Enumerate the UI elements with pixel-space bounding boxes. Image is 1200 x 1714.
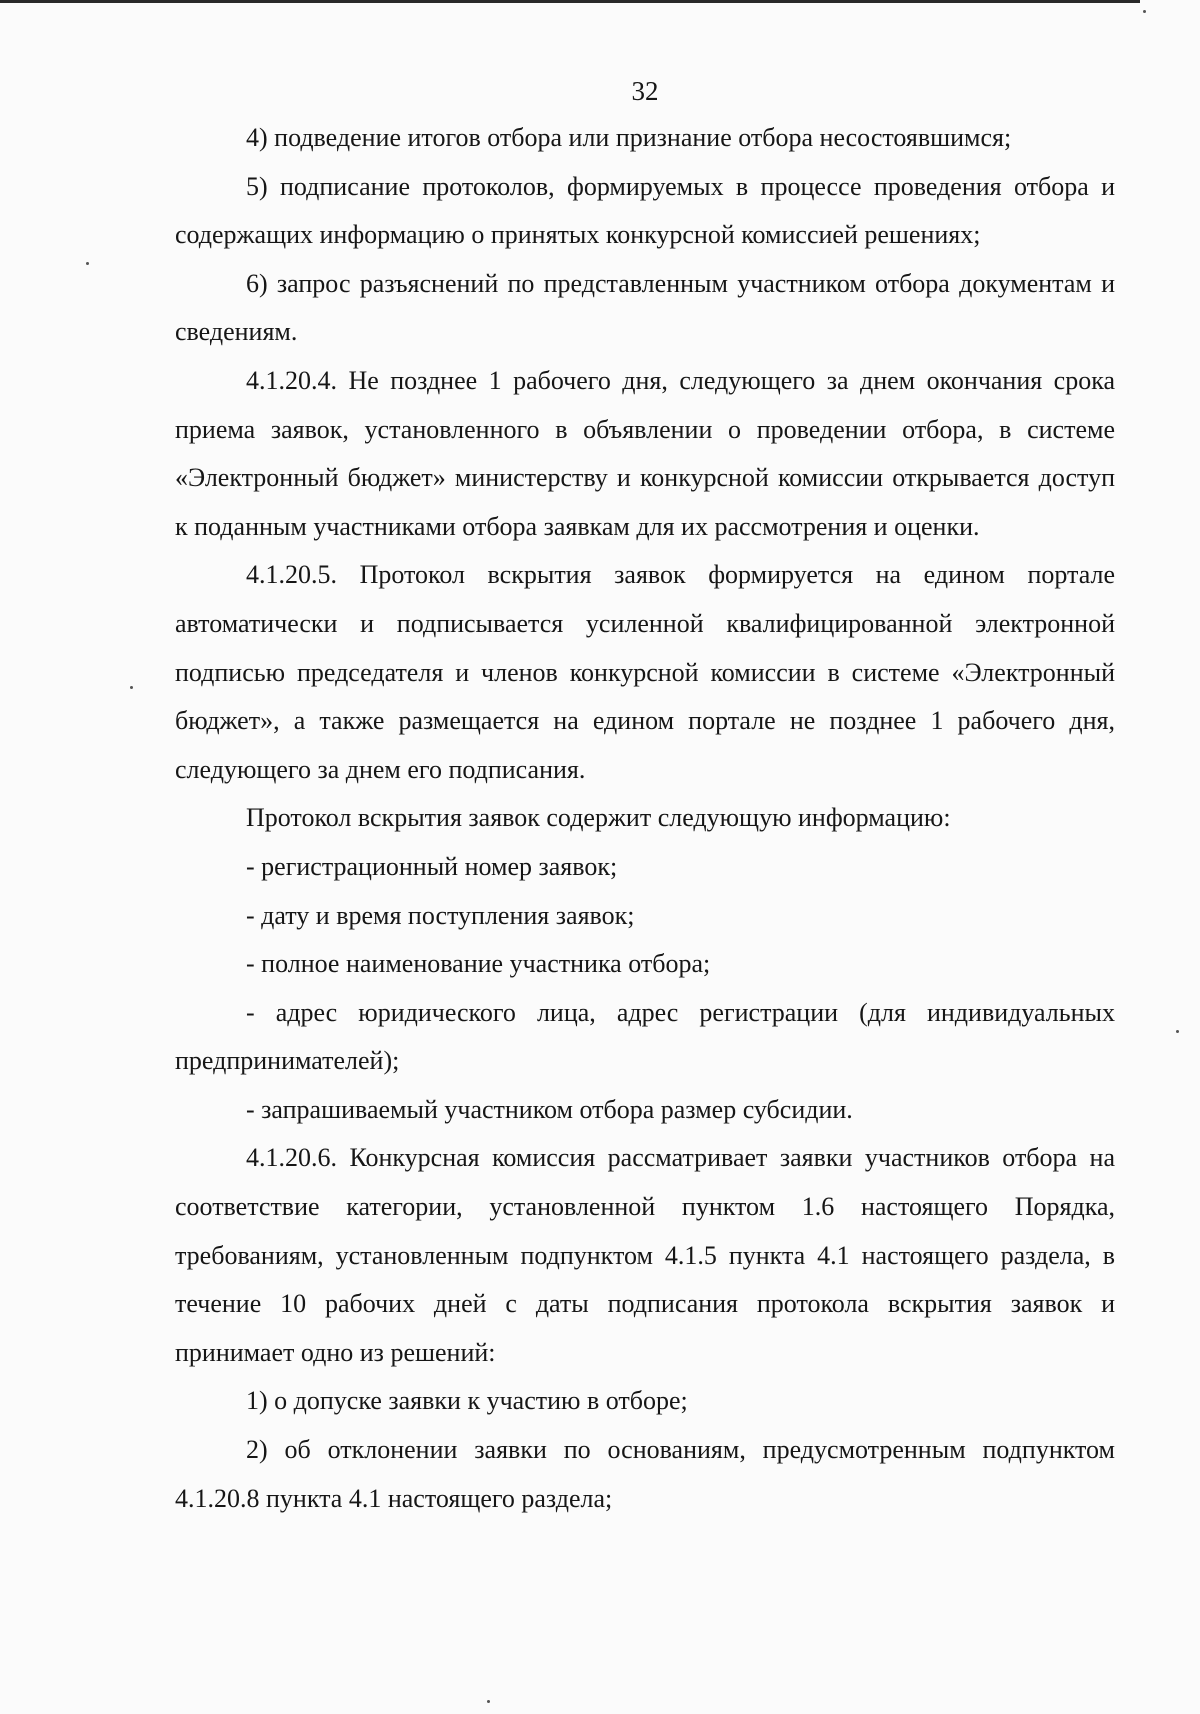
paragraph-item-4: 4) подведение итогов отбора или признание отбора несостоявшимся; bbox=[246, 123, 1012, 152]
paragraph-item-5: 5) подписание протоколов, формируемых в процессе проведения отбора и содержащих информацию о принятых конкурсной комиссией решениях; bbox=[175, 171, 1115, 250]
scan-speck bbox=[1143, 10, 1146, 13]
list-item-subsidy-amount: - запрашиваемый участником отбора размер субсидии. bbox=[246, 1094, 853, 1124]
paragraph-item-6: 6) запрос разъяснений по представленным участником отбора документам и сведениям. bbox=[175, 268, 1115, 347]
list-item-date-time: - дату и время поступления заявок; bbox=[246, 900, 635, 930]
top-scan-border bbox=[0, 0, 1140, 3]
paragraph-protocol-info: Протокол вскрытия заявок содержит следующую информацию: bbox=[246, 803, 951, 833]
paragraph-4-1-20-5: 4.1.20.5. Протокол вскрытия заявок формируется на едином портале автоматически и подписывается усиленной квалифицированной электронной подписью председателя и членов конкурсной комиссии в системе «Электронный бюджет», а также размещается на едином портале не позднее 1 рабочего дня, следующего за днем его подписания. bbox=[175, 560, 1115, 784]
scan-speck bbox=[130, 686, 133, 689]
paragraph-4-1-20-4: 4.1.20.4. Не позднее 1 рабочего дня, следующего за днем окончания срока приема заявок, установленного в объявлении о проведении отбора, в системе «Электронный бюджет» министерству и конкурсной комиссии открывается доступ к поданным участниками отбора заявкам для их рассмотрения и оценки. bbox=[175, 365, 1115, 541]
paragraph-decision-2: 2) об отклонении заявки по основаниям, предусмотренным подпунктом 4.1.20.8 пункта 4.1 настоящего раздела; bbox=[175, 1435, 1115, 1513]
list-item-address: - адрес юридического лица, адрес регистрации (для индивидуальных предпринимателей); bbox=[175, 997, 1115, 1076]
paragraph-4-1-20-6: 4.1.20.6. Конкурсная комиссия рассматривает заявки участников отбора на соответствие категории, установленной пунктом 1.6 настоящего Порядка, требованиям, установленным подпунктом 4.1.5 пункта 4.1 настоящего раздела, в течение 10 рабочих дней с даты подписания протокола вскрытия заявок и принимает одно из решений: bbox=[175, 1143, 1115, 1367]
list-item-registration-number: - регистрационный номер заявок; bbox=[246, 851, 618, 881]
list-item-full-name: - полное наименование участника отбора; bbox=[246, 949, 711, 979]
document-body bbox=[175, 114, 1115, 1523]
scan-speck bbox=[86, 262, 89, 265]
paragraph-decision-1: 1) о допуске заявки к участию в отборе; bbox=[246, 1386, 688, 1416]
page-number: 32 bbox=[631, 76, 659, 106]
scan-speck bbox=[487, 1700, 490, 1703]
scan-speck bbox=[1176, 1030, 1179, 1033]
